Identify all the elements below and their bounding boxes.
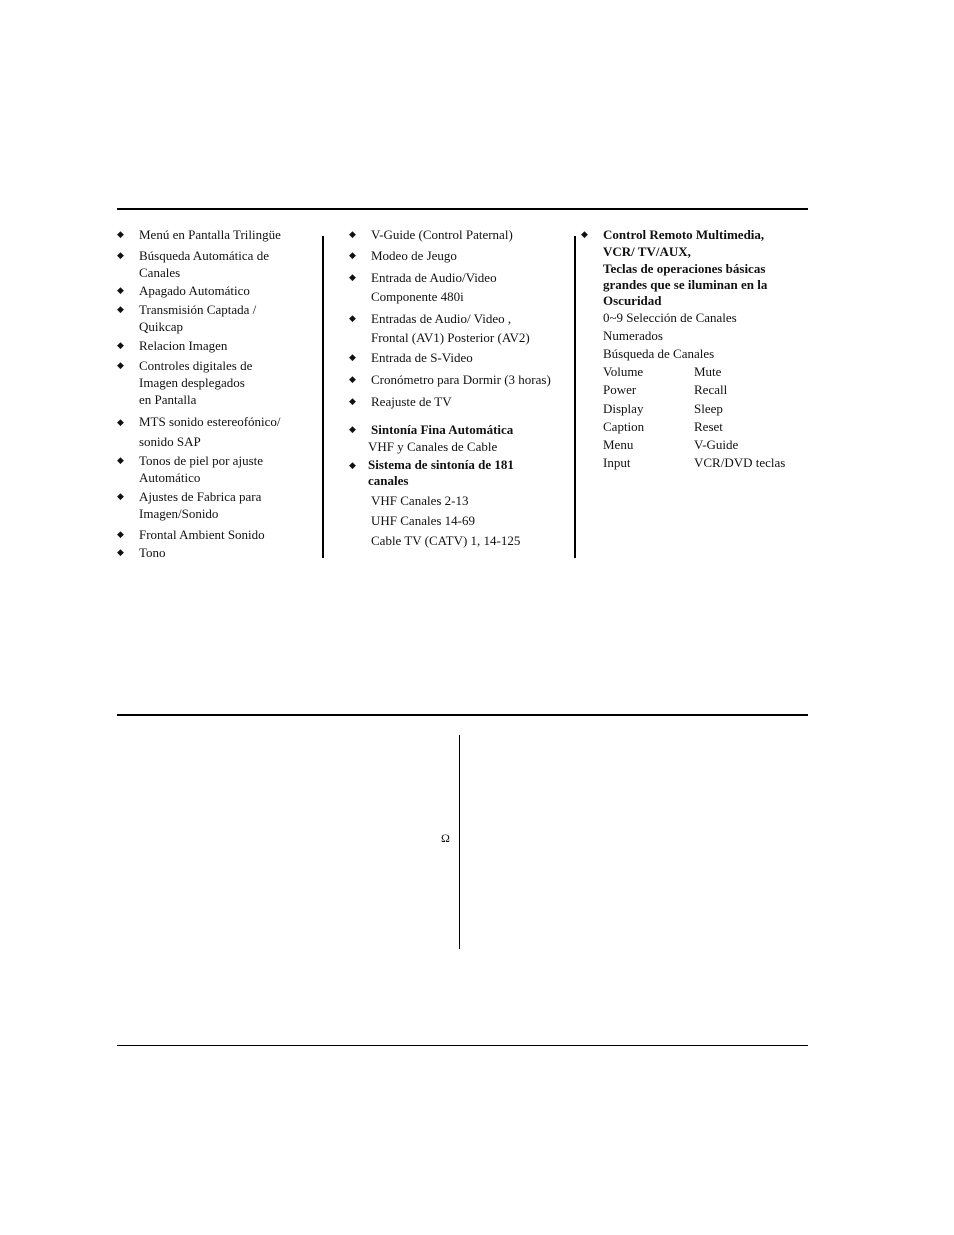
feature-item: ◆ Controles digitales de Imagen desplegados en Pantalla: [117, 358, 253, 407]
feature-item: ◆ Búsqueda Automática de Canales: [117, 248, 269, 280]
lower-divider: [459, 735, 460, 949]
fine-tune-item: ◆ Sintonía Fina Automática: [349, 422, 514, 437]
bullet-icon: ◆: [349, 460, 356, 470]
key-label: Mute: [694, 364, 722, 379]
key-label: Sleep: [694, 400, 723, 416]
bullet-icon: ◆: [349, 313, 356, 323]
feature-item: ◆ Modeo de Jeugo: [349, 248, 457, 263]
key-label: Recall: [694, 382, 728, 398]
features-column-3: [581, 226, 803, 473]
remote-control-item: ◆ Control Remoto Multimedia,: [581, 227, 765, 242]
feature-item: ◆ Cronómetro para Dormir (3 horas): [349, 372, 551, 387]
column-divider-2: [574, 236, 576, 558]
feature-item: ◆ Entrada de Audio/Video Componente 480i: [349, 270, 497, 304]
key-label: VCR/DVD teclas: [694, 455, 786, 471]
keys-title: Teclas de operaciones básicas grandes que se iluminan en la Oscuridad: [603, 261, 768, 308]
remote-subtitle: VCR/ TV/AUX,: [603, 244, 691, 259]
bullet-icon: ◆: [117, 340, 124, 350]
feature-item: ◆ Transmisión Captada / Quikcap: [117, 302, 257, 334]
fine-tune-desc: VHF y Canales de Cable: [368, 439, 498, 454]
bullet-icon: ◆: [349, 352, 356, 362]
top-rule: [117, 208, 808, 210]
bullet-icon: ◆: [117, 547, 124, 557]
feature-item: ◆ MTS sonido estereofónico/ sonido SAP: [117, 414, 281, 449]
bullet-icon: ◆: [117, 229, 124, 239]
key-label: Volume: [603, 364, 644, 379]
feature-item: ◆ Entradas de Audio/ Video , Frontal (AV1) Posterior (AV2): [349, 311, 530, 345]
bullet-icon: ◆: [349, 272, 356, 282]
bullet-icon: ◆: [117, 455, 124, 465]
bullet-icon: ◆: [117, 250, 124, 260]
key-label: Caption: [603, 418, 645, 434]
middle-rule: [117, 714, 808, 716]
bullet-icon: ◆: [117, 491, 124, 501]
key-label: Display: [603, 400, 644, 416]
features-column-2: [349, 226, 571, 551]
bullet-icon: ◆: [349, 424, 356, 434]
bullet-icon: ◆: [117, 529, 124, 539]
feature-item: ◆ Tono: [117, 545, 166, 560]
feature-item: ◆ Apagado Automático: [117, 283, 250, 298]
key-label: V-Guide: [694, 437, 739, 453]
omega-symbol: Ω: [441, 831, 450, 845]
bullet-icon: ◆: [117, 417, 124, 427]
column-divider-1: [322, 236, 324, 558]
key-label: Menu: [603, 437, 634, 453]
feature-item: ◆ Entrada de S-Video: [349, 350, 473, 365]
feature-item: ◆ Reajuste de TV: [349, 394, 452, 409]
feature-item: ◆ Ajustes de Fabrica para Imagen/Sonido: [117, 489, 262, 521]
key-label: Input: [603, 455, 631, 471]
feature-item: ◆ Relacion Imagen: [117, 338, 228, 353]
bullet-icon: ◆: [117, 360, 124, 370]
bullet-icon: ◆: [117, 285, 124, 295]
key-label: Reset: [694, 418, 723, 434]
uhf-channels: UHF Canales 14-69: [371, 513, 475, 528]
remote-keys-grid: [581, 363, 803, 473]
feature-item: ◆ Menú en Pantalla Trilingüe: [117, 227, 281, 242]
bullet-icon: ◆: [349, 374, 356, 384]
bullet-icon: ◆: [581, 229, 588, 239]
bullet-icon: ◆: [349, 250, 356, 260]
feature-item: ◆ V-Guide (Control Paternal): [349, 227, 513, 242]
channel-selection: 0~9 Selección de Canales Numerados Búsqueda de Canales: [603, 310, 737, 361]
catv-channels: Cable TV (CATV) 1, 14-125: [371, 533, 521, 548]
tuning-system-item: ◆ Sistema de sintonía de 181 canales: [349, 457, 514, 488]
bullet-icon: ◆: [349, 396, 356, 406]
feature-item: ◆ Frontal Ambient Sonido: [117, 527, 265, 542]
bullet-icon: ◆: [349, 229, 356, 239]
bullet-icon: ◆: [117, 304, 124, 314]
features-column-1: [117, 226, 317, 562]
bottom-rule: [117, 1045, 808, 1046]
feature-item: ◆ Tonos de piel por ajuste Automático: [117, 453, 264, 485]
key-label: Power: [603, 382, 637, 398]
vhf-channels: VHF Canales 2-13: [371, 493, 469, 508]
